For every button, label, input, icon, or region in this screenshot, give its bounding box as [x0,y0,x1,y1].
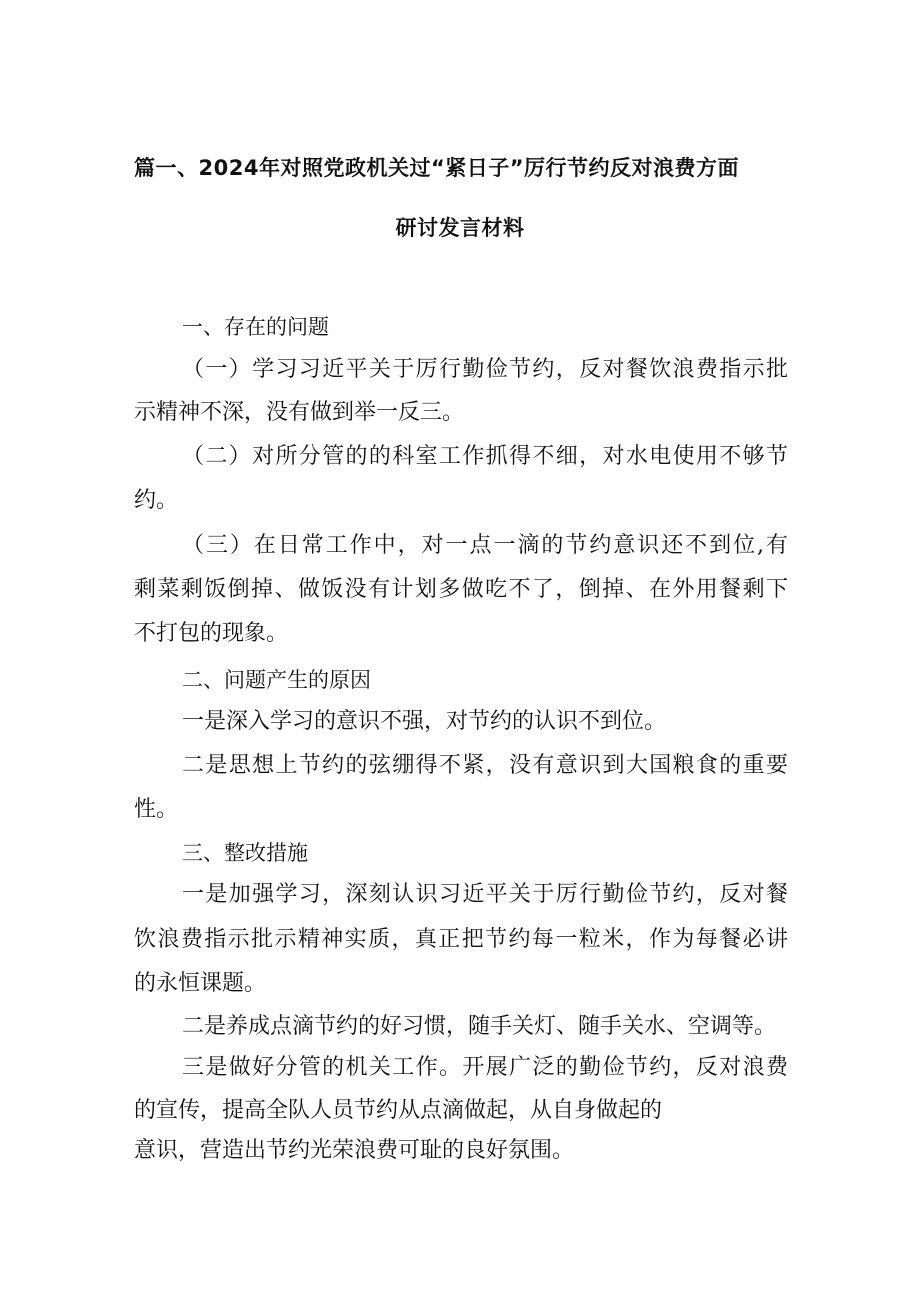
paragraph-line: 二是养成点滴节约的好习惯，随手关灯、随手关水、空调等。 [182,1014,777,1039]
paragraph-line: 剩菜剩饭倒掉、做饭没有计划多做吃不了，倒掉、在外用餐剩下 [134,577,788,602]
paragraph-line: 的永恒课题。 [134,971,267,996]
section-heading-measures: 三、整改措施 [182,841,308,865]
paragraph-line: 意识，营造出节约光荣浪费可耻的良好氛围。 [134,1138,575,1163]
document-title-line-1: 篇一、2024年对照党政机关过“紧日子”厉行节约反对浪费方面 [134,156,740,180]
document-title-line-2: 研讨发言材料 [395,216,525,240]
paragraph-line: 三是做好分管的机关工作。开展广泛的勤俭节约，反对浪费 [182,1055,788,1080]
paragraph-line: 一是深入学习的意识不强，对节约的认识不到位。 [182,709,667,734]
section-heading-causes: 二、问题产生的原因 [182,668,371,692]
paragraph-line: 约。 [134,488,179,513]
paragraph-line: 二是思想上节约的弦绷得不紧，没有意识到大国粮食的重要 [182,753,788,778]
paragraph-line: 一是加强学习，深刻认识习近平关于厉行勤俭节约，反对餐 [182,882,788,907]
paragraph-line: （二）对所分管的的科室工作抓得不细，对水电使用不够节 [182,444,788,469]
paragraph-line: 不打包的现象。 [134,621,289,646]
paragraph-line: （三）在日常工作中，对一点一滴的节约意识还不到位,有 [182,533,788,558]
paragraph-line: 的宣传，提高全队人员节约从点滴做起，从自身做起的 [134,1098,663,1123]
paragraph-line: 性。 [134,797,179,822]
paragraph-line: 示精神不深，没有做到举一反三。 [134,400,465,425]
paragraph-line: （一）学习习近平关于厉行勤俭节约，反对餐饮浪费指示批 [182,357,788,382]
paragraph-line: 饮浪费指示批示精神实质，真正把节约每一粒米，作为每餐必讲 [134,927,788,952]
section-heading-problems: 一、存在的问题 [182,315,329,339]
